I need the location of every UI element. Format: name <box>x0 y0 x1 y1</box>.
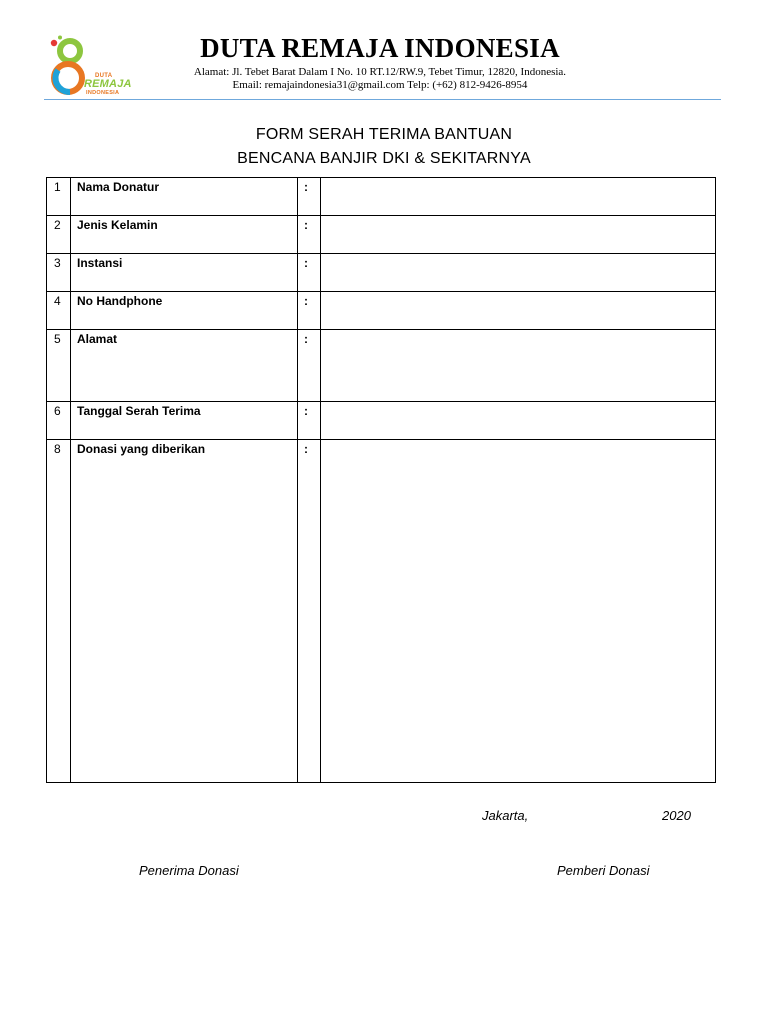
row-number: 6 <box>47 402 71 440</box>
logo-text-duta: DUTA <box>95 73 113 79</box>
logo-text-remaja: REMAJA <box>84 78 132 90</box>
address-field[interactable] <box>321 330 716 402</box>
form-row-address <box>47 330 716 402</box>
form-title-line-2: BENCANA BANJIR DKI & SEKITARNYA <box>237 150 531 167</box>
institution-field[interactable] <box>321 254 716 292</box>
row-separator: : <box>298 178 321 216</box>
form-row-donor-name <box>47 178 716 216</box>
signing-year: 2020 <box>662 808 691 823</box>
giver-signature-label: Pemberi Donasi <box>557 863 650 878</box>
organization-name: DUTA REMAJA INDONESIA <box>200 33 560 63</box>
donation-form-table <box>46 177 716 783</box>
phone-field[interactable] <box>321 292 716 330</box>
row-number: 1 <box>47 178 71 216</box>
row-label: Instansi <box>71 254 298 292</box>
signing-place: Jakarta, <box>482 808 529 823</box>
organization-logo <box>44 34 136 104</box>
row-separator: : <box>298 330 321 402</box>
row-separator: : <box>298 402 321 440</box>
row-label: Jenis Kelamin <box>71 216 298 254</box>
form-title-line-1: FORM SERAH TERIMA BANTUAN <box>255 126 513 143</box>
logo-text-indonesia: INDONESIA <box>86 90 120 96</box>
row-number: 2 <box>47 216 71 254</box>
organization-contact: Email: remajaindonesia31@gmail.com Telp: (+62) 812-9426-8954 <box>232 79 528 91</box>
row-separator: : <box>298 254 321 292</box>
row-number: 8 <box>47 440 71 783</box>
row-label: No Handphone <box>71 292 298 330</box>
row-label: Tanggal Serah Terima <box>71 402 298 440</box>
organization-address: Alamat: Jl. Tebet Barat Dalam I No. 10 RT.12/RW.9, Tebet Timur, 12820, Indonesia. <box>193 66 567 78</box>
row-label: Donasi yang diberikan <box>71 440 298 783</box>
row-separator: : <box>298 292 321 330</box>
header-divider <box>44 99 721 100</box>
row-separator: : <box>298 440 321 783</box>
donor-name-field[interactable] <box>321 178 716 216</box>
row-number: 4 <box>47 292 71 330</box>
row-number: 3 <box>47 254 71 292</box>
form-row-handover-date <box>47 402 716 440</box>
donation-field[interactable] <box>321 440 716 783</box>
row-number: 5 <box>47 330 71 402</box>
receiver-signature-label: Penerima Donasi <box>139 863 239 878</box>
form-row-donation <box>47 440 716 783</box>
row-separator: : <box>298 216 321 254</box>
row-label: Nama Donatur <box>71 178 298 216</box>
form-row-phone <box>47 292 716 330</box>
form-row-gender <box>47 216 716 254</box>
handover-date-field[interactable] <box>321 402 716 440</box>
row-label: Alamat <box>71 330 298 402</box>
form-row-institution <box>47 254 716 292</box>
gender-field[interactable] <box>321 216 716 254</box>
